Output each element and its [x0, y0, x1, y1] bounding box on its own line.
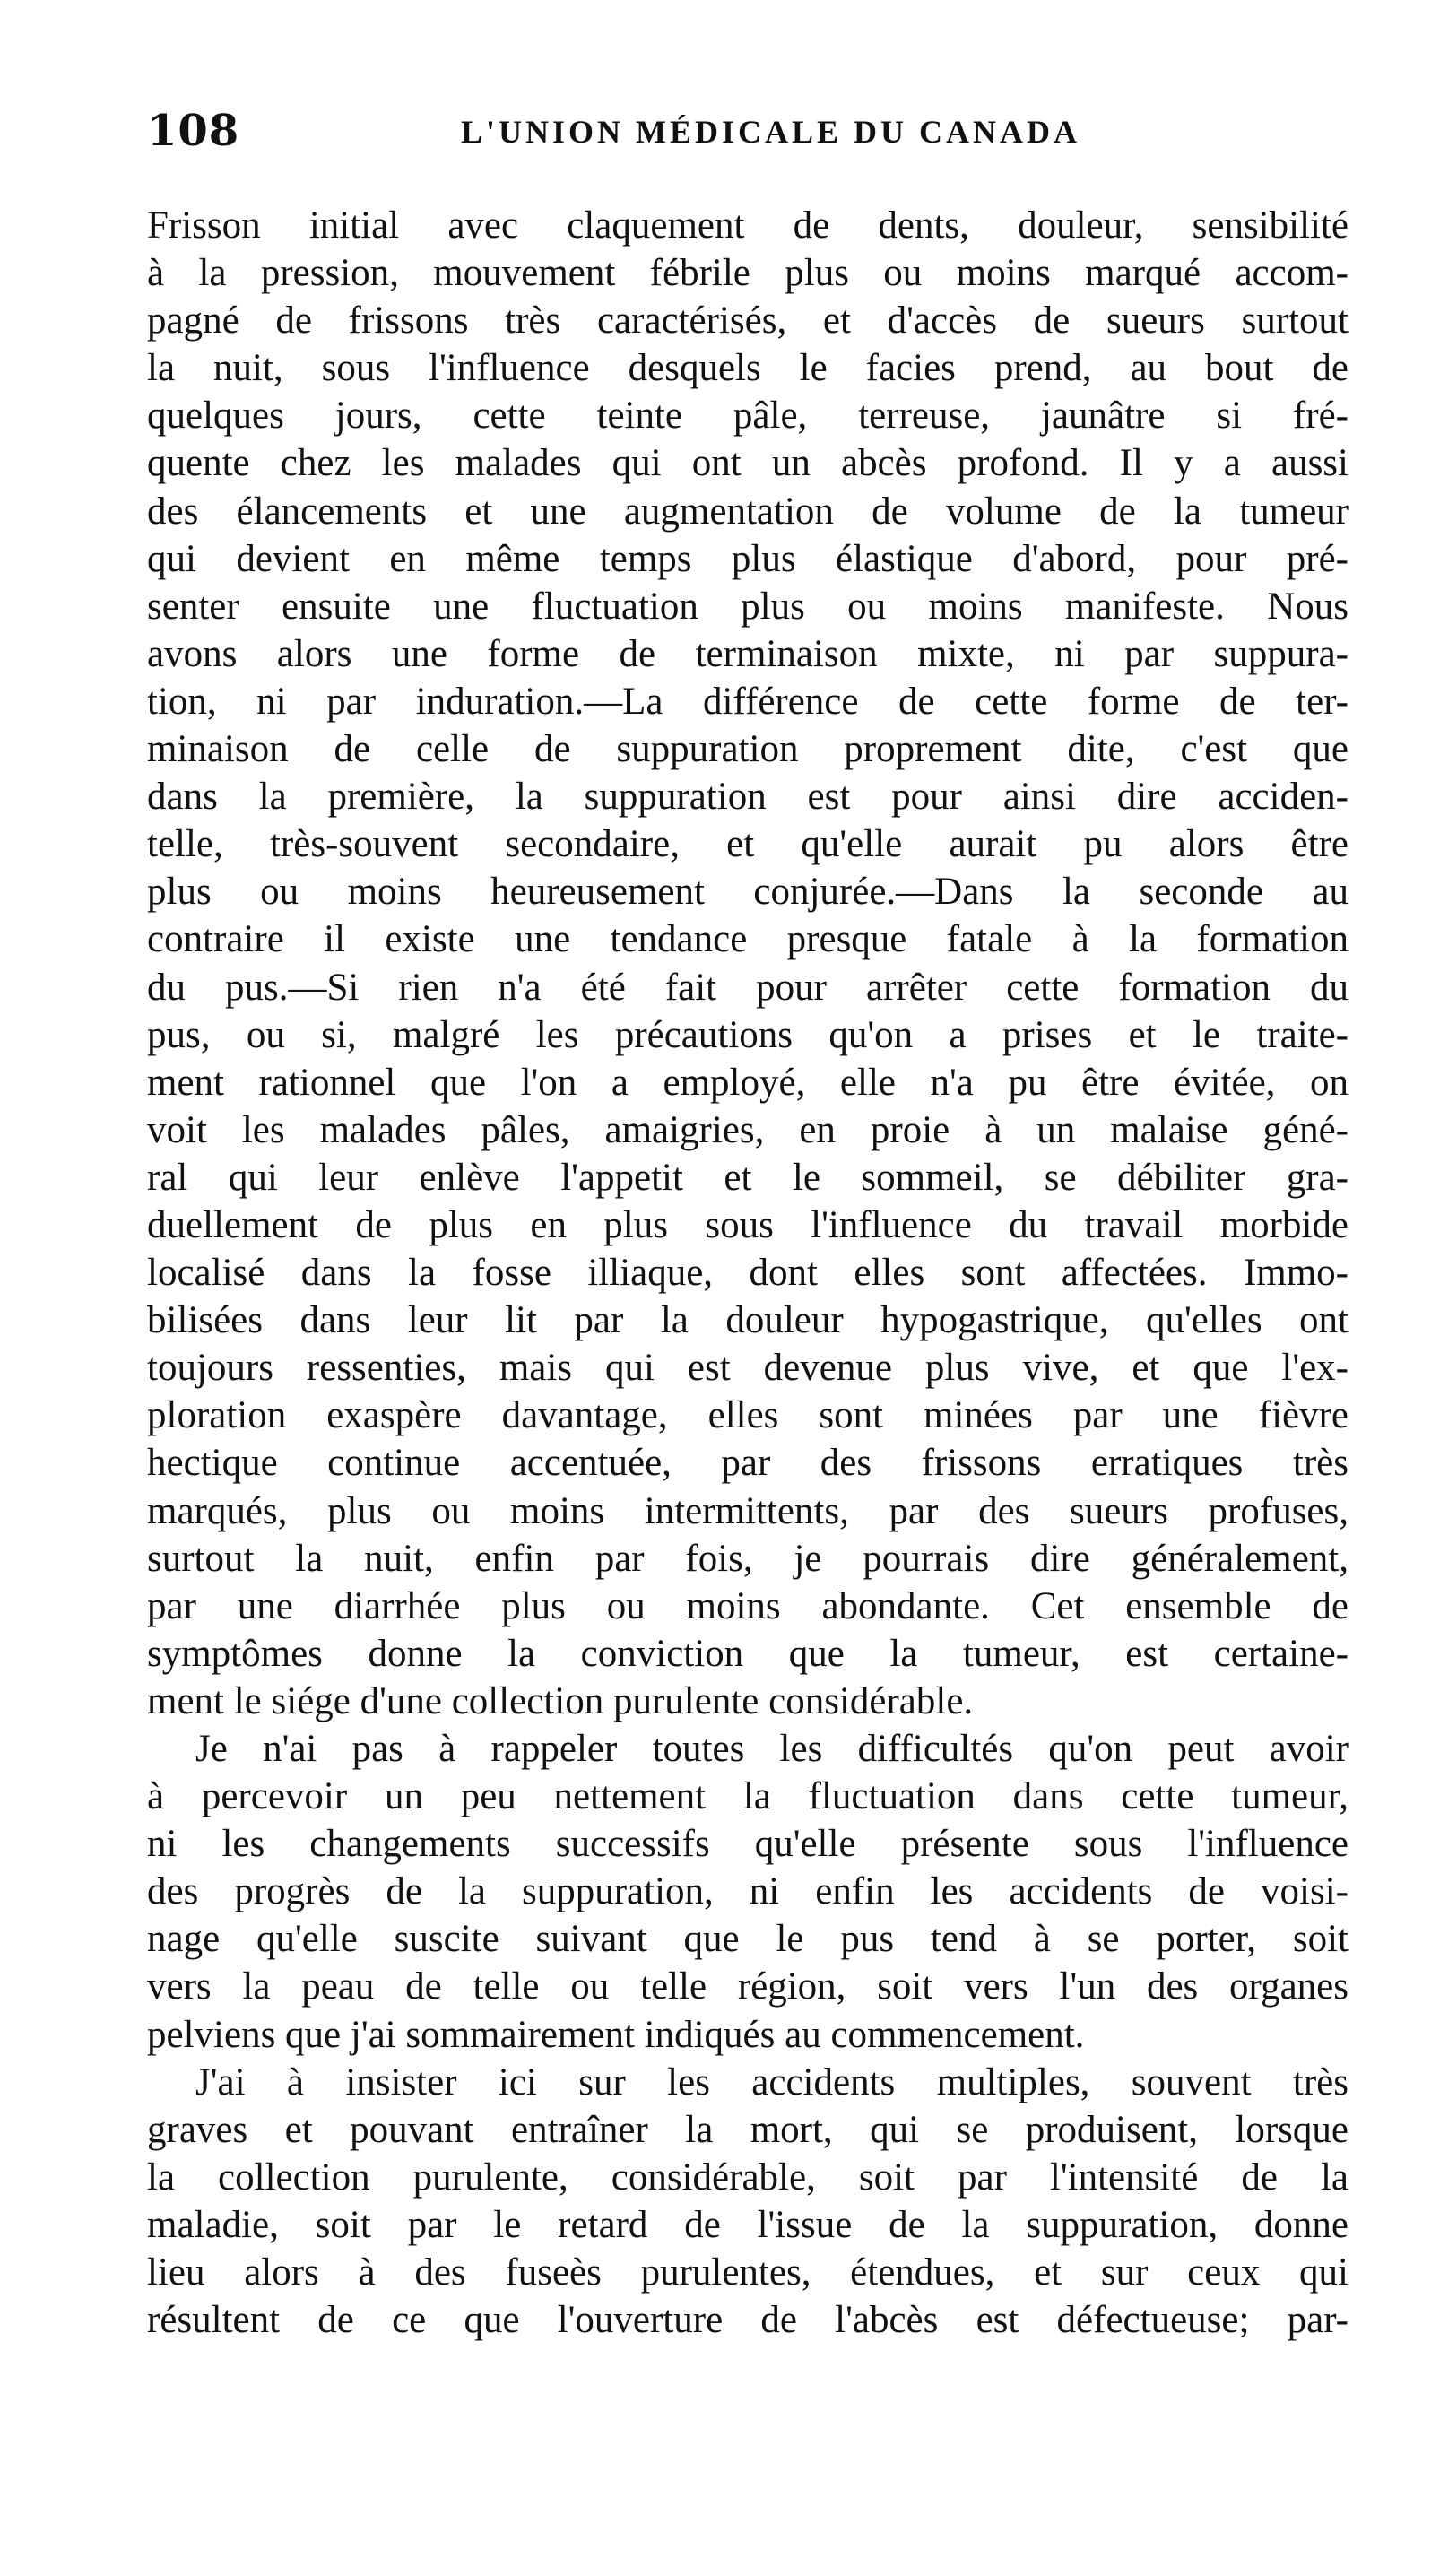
journal-title: L'UNION MÉDICALE DU CANADA	[461, 114, 1081, 150]
text-line: ni les changements successifs qu'elle présente sous l'influence	[147, 1823, 1349, 1866]
text-line: à la pression, mouvement fébrile plus ou moins marqué accom-	[147, 252, 1349, 295]
text-line: des élancements et une augmentation de volume de la tumeur	[147, 490, 1349, 533]
text-line: résultent de ce que l'ouverture de l'abcès est défectueuse; par-	[147, 2299, 1349, 2342]
text-line: ment rationnel que l'on a employé, elle n'a pu être évitée, on	[147, 1061, 1349, 1104]
text-line: toujours ressenties, mais qui est devenue plus vive, et que l'ex-	[147, 1347, 1349, 1390]
text-line: la collection purulente, considérable, soit par l'intensité de la	[147, 2155, 1349, 2199]
text-line: surtout la nuit, enfin par fois, je pourrais dire généralement,	[147, 1537, 1349, 1580]
running-head	[147, 106, 1340, 169]
text-line: graves et pouvant entraîner la mort, qui se produisent, lorsque	[147, 2108, 1349, 2151]
text-line: plus ou moins heureusement conjurée.—Dans la seconde au	[147, 871, 1349, 914]
text-line: Je n'ai pas à rappeler toutes les difficultés qu'on peut avoir	[195, 1728, 1349, 1770]
text-line: nage qu'elle suscite suivant que le pus tend à se porter, soit	[147, 1918, 1349, 1961]
page-number: 108	[147, 106, 240, 156]
text-line: localisé dans la fosse illiaque, dont elles sont affectées. Immo-	[147, 1252, 1349, 1295]
text-line: par une diarrhée plus ou moins abondante. Cet ensemble de	[147, 1584, 1349, 1627]
text-line: J'ai à insister ici sur les accidents multiples, souvent très	[195, 2060, 1349, 2103]
text-line: marqués, plus ou moins intermittents, par des sueurs profuses,	[147, 1489, 1349, 1532]
text-line: duellement de plus en plus sous l'influence du travail morbide	[147, 1203, 1349, 1246]
text-line: quente chez les malades qui ont un abcès profond. Il y a aussi	[147, 442, 1349, 485]
text-line: ment le siége d'une collection purulente considérable.	[147, 1679, 974, 1722]
text-line: pelviens que j'ai sommairement indiqués au commencement.	[147, 2013, 1085, 2056]
text-line: dans la première, la suppuration est pour ainsi dire acciden-	[147, 776, 1349, 819]
body-text	[147, 202, 1349, 2344]
text-line: tion, ni par induration.—La différence de cette forme de ter-	[147, 680, 1349, 723]
text-line: vers la peau de telle ou telle région, soit vers l'un des organes	[147, 1965, 1349, 2008]
text-line: contraire il existe une tendance presque fatale à la formation	[147, 918, 1349, 961]
text-line: maladie, soit par le retard de l'issue de la suppuration, donne	[147, 2203, 1349, 2246]
text-line: hectique continue accentuée, par des frissons erratiques très	[147, 1442, 1349, 1485]
text-line: pagné de frissons très caractérisés, et d'accès de sueurs surtout	[147, 299, 1349, 343]
text-line: lieu alors à des fuseès purulentes, étendues, et sur ceux qui	[147, 2251, 1349, 2294]
text-line: symptômes donne la conviction que la tumeur, est certaine-	[147, 1632, 1349, 1675]
text-line: quelques jours, cette teinte pâle, terreuse, jaunâtre si fré-	[147, 395, 1349, 438]
text-line: la nuit, sous l'influence desquels le facies prend, au bout de	[147, 347, 1349, 390]
text-line: des progrès de la suppuration, ni enfin les accidents de voisi-	[147, 1870, 1349, 1913]
text-line: à percevoir un peu nettement la fluctuation dans cette tumeur,	[147, 1775, 1349, 1818]
text-line: voit les malades pâles, amaigries, en proie à un malaise géné-	[147, 1108, 1349, 1151]
text-line: qui devient en même temps plus élastique d'abord, pour pré-	[147, 537, 1349, 580]
text-line: du pus.—Si rien n'a été fait pour arrêter cette formation du	[147, 966, 1349, 1009]
text-line: ral qui leur enlève l'appetit et le sommeil, se débiliter gra-	[147, 1156, 1349, 1199]
text-line: minaison de celle de suppuration proprement dite, c'est que	[147, 728, 1349, 771]
text-line: pus, ou si, malgré les précautions qu'on a prises et le traite-	[147, 1013, 1349, 1056]
text-line: senter ensuite une fluctuation plus ou moins manifeste. Nous	[147, 585, 1349, 628]
text-line: avons alors une forme de terminaison mixte, ni par suppura-	[147, 632, 1349, 675]
text-line: Frisson initial avec claquement de dents, douleur, sensibilité	[147, 204, 1349, 247]
text-line: ploration exaspère davantage, elles sont minées par une fièvre	[147, 1394, 1349, 1437]
text-line: telle, très-souvent secondaire, et qu'elle aurait pu alors être	[147, 823, 1349, 866]
text-line: bilisées dans leur lit par la douleur hypogastrique, qu'elles ont	[147, 1299, 1349, 1342]
